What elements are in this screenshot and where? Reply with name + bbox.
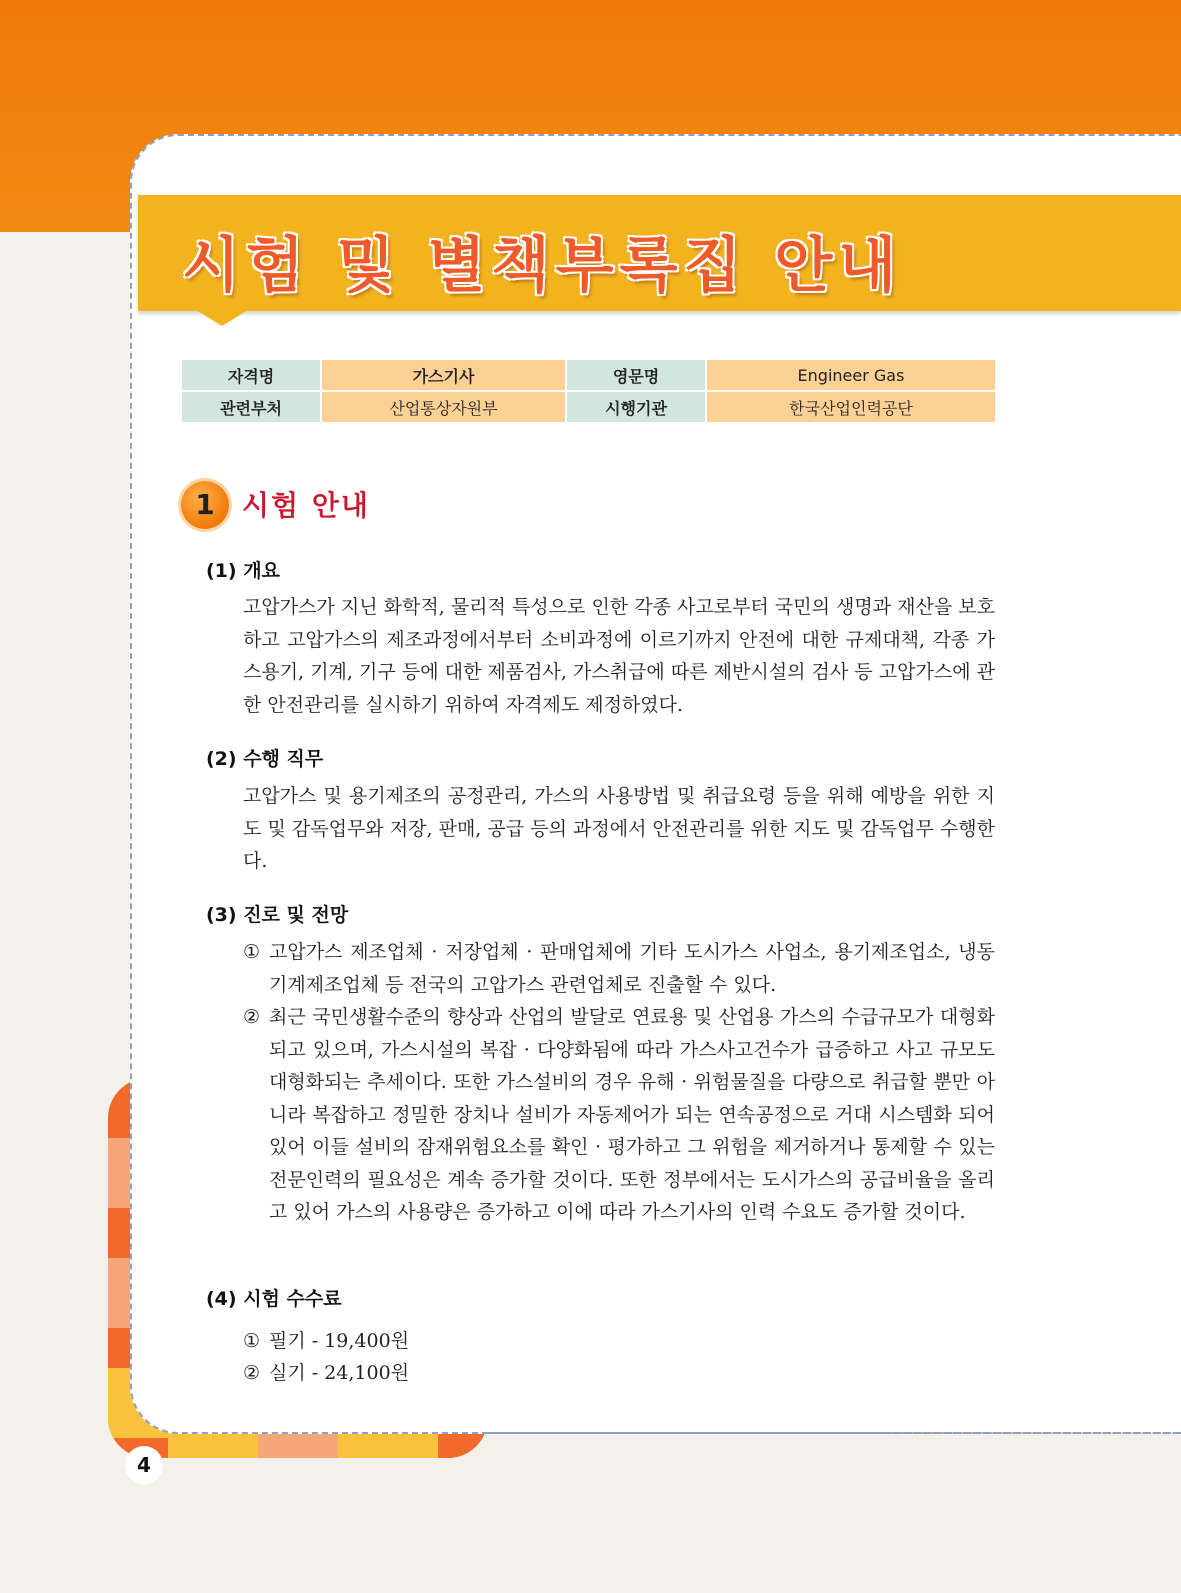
fee-item	[243, 1326, 409, 1353]
duties-text: 고압가스 및 용기제조의 공정관리, 가스의 사용방법 및 취급요령 등을 위해 예방을 위한 지도 및 감독업무와 저장, 판매, 공급 등의 과정에서 안전관리를 위한 지도 및 감독업무 수행한다.	[243, 785, 995, 872]
bottom-divider	[488, 1432, 1181, 1434]
table-label: 관련부처	[182, 392, 320, 422]
fee-text: 실기 - 24,100원	[269, 1362, 410, 1384]
item-marker: ①	[243, 941, 261, 963]
page-number: 4	[125, 1446, 163, 1484]
table-label: 자격명	[182, 360, 320, 390]
table-row	[182, 392, 995, 422]
fees-heading: (4) 시험 수수료	[206, 1288, 342, 1310]
fee-item	[243, 1358, 409, 1385]
section-number-badge: 1	[181, 481, 229, 529]
item-marker: ②	[243, 1362, 261, 1384]
overview-heading: (1) 개요	[206, 560, 280, 582]
item-marker: ①	[243, 1330, 261, 1352]
list-item	[243, 1001, 995, 1229]
table-label: 시행기관	[567, 392, 705, 422]
qualification-info-table	[180, 358, 997, 424]
fee-text: 필기 - 19,400원	[269, 1330, 410, 1352]
page-title: 시험 및 별책부록집 안내	[182, 231, 903, 301]
item-marker: ②	[243, 1006, 261, 1028]
prospects-heading: (3) 진로 및 전망	[206, 904, 349, 926]
duties-heading: (2) 수행 직무	[206, 748, 324, 770]
table-label: 영문명	[567, 360, 705, 390]
item-text: 최근 국민생활수준의 향상과 산업의 발달로 연료용 및 산업용 가스의 수급규모가 대형화되고 있으며, 가스시설의 복잡 · 다양화됨에 따라 가스사고건수가 급증하고 사고 규모도 대형화되는 추세이다. 또한 가스설비의 경우 유해 · 위험물질을 다량으로 취급할 뿐만 아니라 복잡하고 정밀한 장치나 설비가 자동제어가 되는 연속공정으로 거대 시스템화 되어 있어 이들 설비의 잠재위험요소를 확인 · 평가하고 그 위험을 제거하거나 통제할 수 있는 전문인력의 필요성은 계속 증가할 것이다. 또한 정부에서는 도시가스의 공급비율을 올리고 있어 가스의 사용량은 증가하고 이에 따라 가스기사의 인력 수요도 증가할 것이다.	[269, 1006, 995, 1223]
table-value: 산업통상자원부	[322, 392, 565, 422]
table-value: Engineer Gas	[707, 360, 995, 390]
table-value: 가스기사	[322, 360, 565, 390]
list-item	[243, 936, 995, 1001]
table-row	[182, 360, 995, 390]
banner-pointer	[196, 310, 248, 326]
table-value: 한국산업인력공단	[707, 392, 995, 422]
overview-text: 고압가스가 지닌 화학적, 물리적 특성으로 인한 각종 사고로부터 국민의 생명과 재산을 보호하고 고압가스의 제조과정에서부터 소비과정에 이르기까지 안전에 대한 규제대책, 각종 가스용기, 기계, 기구 등에 대한 제품검사, 가스취급에 따른 제반시설의 검사 등 고압가스에 관한 안전관리를 실시하기 위하여 자격제도 제정하였다.	[243, 596, 995, 716]
section-title: 시험 안내	[242, 489, 370, 522]
item-text: 고압가스 제조업체 · 저장업체 · 판매업체에 기타 도시가스 사업소, 용기제조업소, 냉동기계제조업체 등 전국의 고압가스 관련업체로 진출할 수 있다.	[269, 941, 995, 996]
